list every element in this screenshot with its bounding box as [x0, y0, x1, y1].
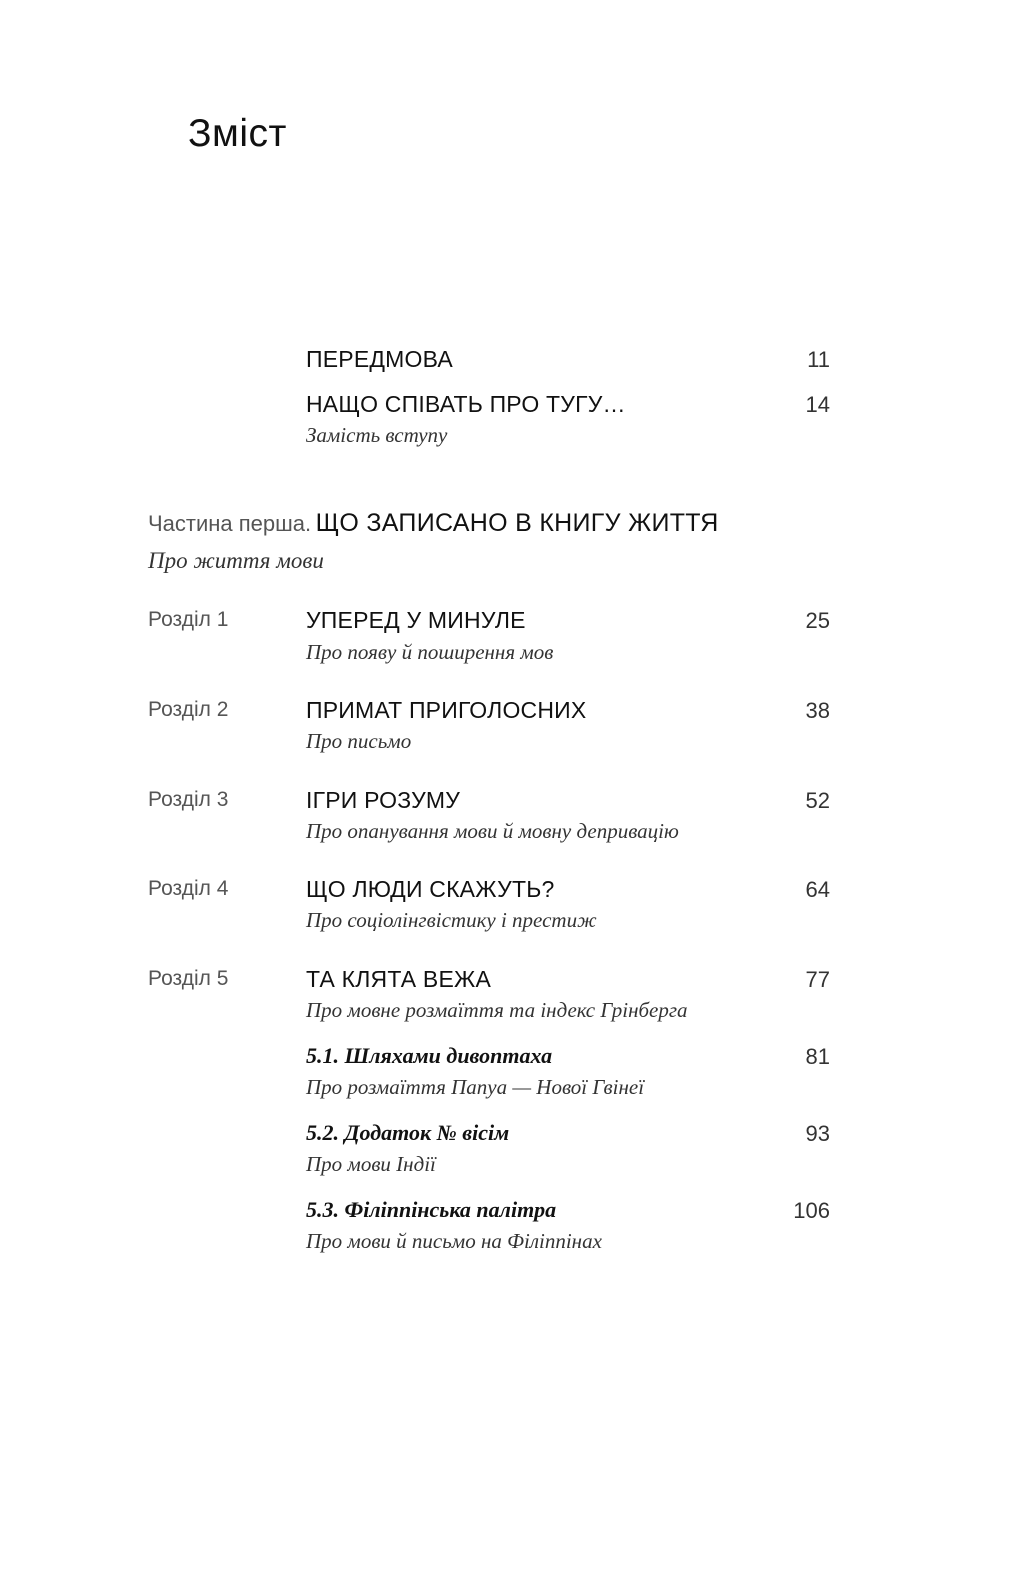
chapter-label: Розділ 2	[148, 698, 229, 721]
section-page: 106	[793, 1198, 830, 1223]
entry-page: 11	[807, 347, 830, 372]
part-subtitle: Про життя мови	[148, 548, 324, 573]
part-label: Частина перша.	[148, 511, 312, 536]
entry-title: ПЕРЕДМОВА	[306, 346, 453, 372]
chapter-title: ЩО ЛЮДИ СКАЖУТЬ?	[306, 876, 555, 902]
part-line	[148, 509, 719, 538]
chapter-label: Розділ 3	[148, 788, 229, 811]
chapter-title: ТА КЛЯТА ВЕЖА	[306, 966, 491, 992]
section-subtitle: Про мови Індії	[306, 1152, 436, 1176]
chapter-page: 52	[805, 788, 830, 813]
chapter-label: Розділ 1	[148, 608, 229, 631]
chapter-page: 64	[805, 877, 830, 902]
section-title: 5.1. Шляхами дивоптаха	[306, 1043, 553, 1068]
chapter-subtitle: Про опанування мови й мовну депривацію	[306, 819, 679, 843]
entry-title: НАЩО СПІВАТЬ ПРО ТУГУ…	[306, 391, 626, 417]
chapter-subtitle: Про мовне розмаїття та індекс Грінберга	[306, 998, 688, 1022]
section-subtitle: Про розмаїття Папуа — Нової Гвінеї	[306, 1075, 645, 1099]
section-page: 93	[805, 1121, 830, 1146]
chapter-subtitle: Про соціолінгвістику і престиж	[306, 908, 597, 932]
chapter-title: ПРИМАТ ПРИГОЛОСНИХ	[306, 697, 587, 723]
chapter-label: Розділ 4	[148, 877, 229, 900]
page-title: Зміст	[188, 112, 287, 155]
chapter-subtitle: Про письмо	[306, 729, 412, 753]
chapter-page: 38	[805, 698, 830, 723]
entry-page: 14	[805, 392, 830, 417]
section-page: 81	[805, 1044, 830, 1069]
chapter-page: 77	[805, 967, 830, 992]
section-subtitle: Про мови й письмо на Філіппінах	[306, 1229, 602, 1253]
chapter-title: УПЕРЕД У МИНУЛЕ	[306, 607, 526, 633]
chapter-title: ІГРИ РОЗУМУ	[306, 787, 461, 813]
section-title: 5.3. Філіппінська палітра	[306, 1197, 557, 1222]
chapter-subtitle: Про появу й поширення мов	[306, 640, 554, 664]
part-title: ЩО ЗАПИСАНО В КНИГУ ЖИТТЯ	[315, 509, 719, 537]
chapter-page: 25	[805, 608, 830, 633]
chapter-label: Розділ 5	[148, 967, 229, 990]
section-title: 5.2. Додаток № вісім	[306, 1120, 510, 1145]
entry-subtitle: Замість вступу	[306, 423, 448, 447]
